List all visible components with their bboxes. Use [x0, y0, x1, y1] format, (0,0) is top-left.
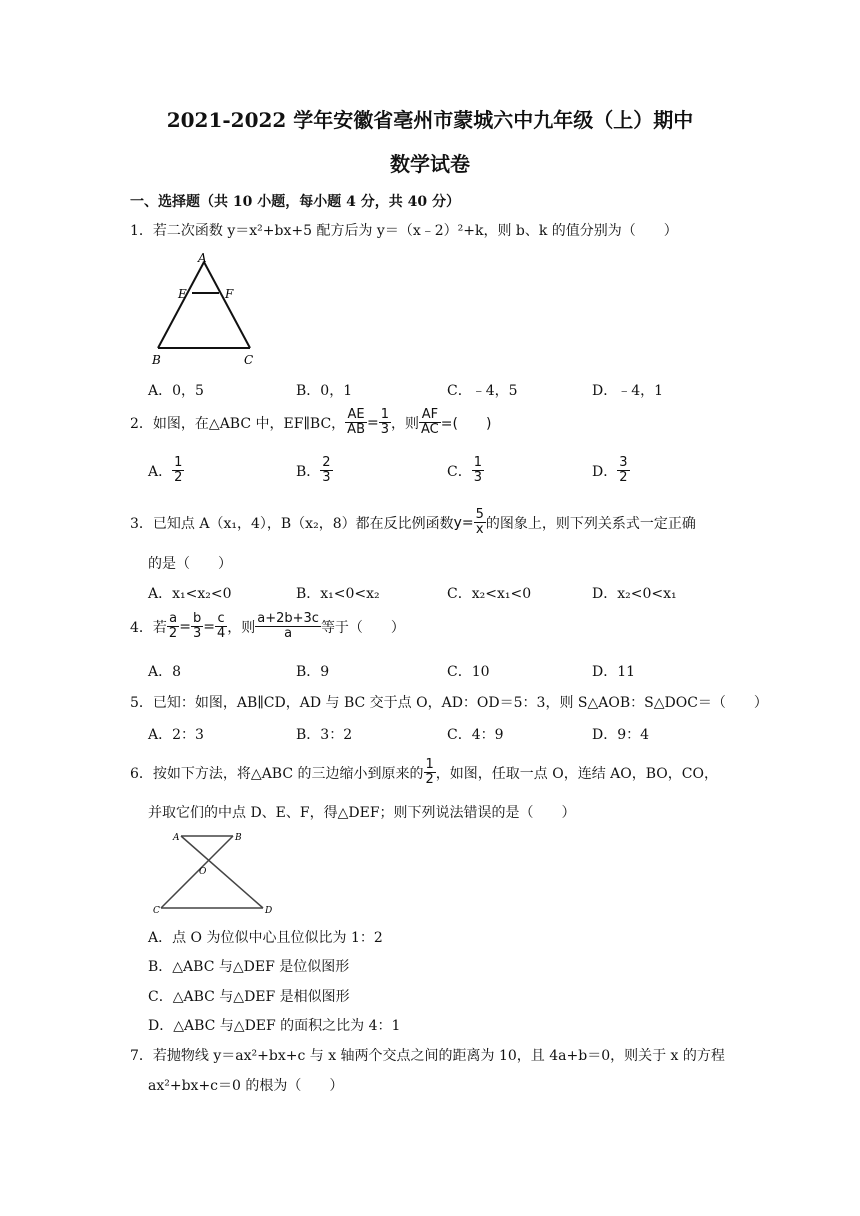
label-d: D [265, 906, 273, 916]
q4-option-d: D．11 [592, 664, 636, 680]
question-number: 6． [130, 765, 153, 782]
q5-option-a: A．2：3 [148, 727, 204, 743]
q3-option-c: C．x₂<x₁<0 [447, 586, 532, 602]
q1-option-b: B．0，1 [296, 383, 353, 399]
q2-option-d: D． $\frac{3}{2}$ [592, 455, 628, 485]
question-7-line2: ax²+bx+c＝0 的根为（ ） [148, 1078, 344, 1094]
fraction-one-third: $\frac{1}{3}$ [380, 407, 389, 437]
question-text: 如图，在△ABC 中，EF∥BC， [152, 415, 346, 432]
label-b: B [152, 353, 161, 367]
q4-option-c: C．10 [447, 664, 490, 680]
q5-option-d: D．9：4 [592, 727, 650, 743]
question-number: 3． [130, 515, 153, 532]
label-o: O [199, 867, 207, 877]
q4-option-b: B．9 [296, 664, 330, 680]
section-header: 一、选择题（共 10 小题，每小题 4 分，共 40 分） [130, 194, 460, 210]
label-a: A [198, 251, 207, 265]
question-1 [130, 220, 678, 240]
question-number: 1． [130, 223, 153, 239]
label-c: C [153, 906, 160, 916]
fraction-expression: $\frac{a+2b+3c}{a}$ [257, 611, 319, 641]
q4-option-a: A．8 [148, 664, 182, 680]
question-5 [130, 692, 768, 712]
question-text: 已知点 A（x₁，4），B（x₂，8）都在反比例函数 [152, 515, 454, 532]
q5-option-b: B．3：2 [296, 727, 353, 743]
side-ac [204, 262, 250, 348]
q6-option-a: A．点 O 为位似中心且位似比为 1：2 [148, 930, 383, 946]
question-3: 3． 已知点 A（x₁，4），B（x₂，8）都在反比例函数 y= $\frac{5}{x}$ 的图象上，则下列关系式一定正确 [130, 507, 696, 537]
q3-option-d: D．x₂<0<x₁ [592, 586, 677, 602]
question-2: 2． 如图，在△ABC 中，EF∥BC， $\frac{AE}{AB}$ = $\frac{1}{3}$ ，则 $\frac{AF}{AC}$ =( ) [130, 407, 492, 437]
q6-option-c: C．△ABC 与△DEF 是相似图形 [148, 989, 350, 1005]
label-e: E [178, 287, 187, 301]
page-subtitle: 数学试卷 [390, 152, 470, 176]
question-number: 7． [130, 1048, 153, 1064]
question-number: 2． [130, 415, 153, 432]
fraction-af-ac: $\frac{AF}{AC}$ [421, 407, 439, 437]
label-a: A [173, 833, 180, 843]
q6-option-b: B．△ABC 与△DEF 是位似图形 [148, 959, 350, 975]
label-f: F [225, 287, 234, 301]
q2-option-c: C． $\frac{1}{3}$ [447, 455, 482, 485]
question-6-line2: 并取它们的中点 D、E、F，得△DEF；则下列说法错误的是（ ） [148, 805, 576, 821]
q3-option-b: B．x₁<0<x₂ [296, 586, 380, 602]
fraction-5-over-x: $\frac{5}{x}$ [475, 507, 484, 537]
question-4: 4． 若 $\frac{a}{2}$ = $\frac{b}{3}$ = $\frac{c}{4}$ ，则 $\frac{a+2b+3c}{a}$ 等于（ ） [130, 611, 405, 641]
question-6: 6． 按如下方法，将△ABC 的三边缩小到原来的 $\frac{1}{2}$ ，如图，任取一点 O，连结 AO，BO，CO， [130, 757, 718, 787]
q1-option-c: C．﹣4，5 [447, 383, 518, 399]
question-7 [130, 1045, 725, 1065]
question-number: 5． [130, 695, 153, 711]
q3-option-a: A．x₁<x₂<0 [148, 586, 232, 602]
q5-option-c: C．4：9 [447, 727, 504, 743]
page-title: 2021-2022 学年安徽省亳州市蒙城六中九年级（上）期中 [166, 108, 694, 132]
hourglass-figure-q6 [145, 828, 275, 918]
fraction-ae-ab: $\frac{AE}{AB}$ [347, 407, 365, 437]
q1-option-a: A．0，5 [148, 383, 204, 399]
triangle-figure-q1 [140, 248, 270, 370]
question-text: 已知：如图，AB∥CD，AD 与 BC 交于点 O，AD：OD＝5：3，则 S△AOB：S△DOC＝（ ） [152, 695, 768, 711]
question-number: 4． [130, 619, 153, 636]
q6-option-d: D．△ABC 与△DEF 的面积之比为 4：1 [148, 1018, 401, 1034]
label-c: C [244, 353, 254, 367]
question-text: 若抛物线 y＝ax²+bx+c 与 x 轴两个交点之间的距离为 10，且 4a+b＝0，则关于 x 的方程 [152, 1048, 725, 1064]
label-b: B [235, 833, 242, 843]
question-text: 若二次函数 y＝x²+bx+5 配方后为 y＝（x﹣2）²+k，则 b、k 的值分别为（ ） [152, 223, 678, 239]
fraction-one-half: $\frac{1}{2}$ [425, 757, 434, 787]
side-ab [158, 262, 204, 348]
q2-option-b: B． $\frac{2}{3}$ [296, 455, 331, 485]
question-3-line2: 的是（ ） [148, 556, 232, 572]
q2-option-a: A． $\frac{1}{2}$ [148, 455, 183, 485]
q1-option-d: D．﹣4，1 [592, 383, 664, 399]
